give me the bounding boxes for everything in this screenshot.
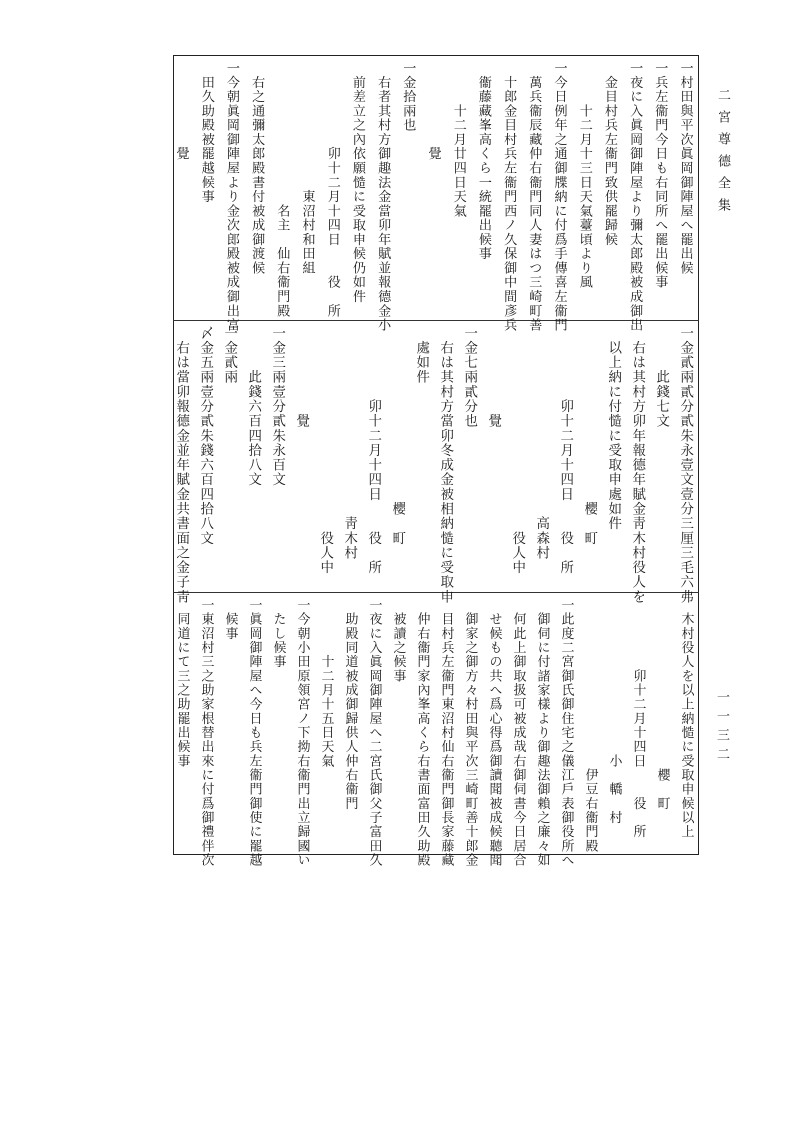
text-column: 一金三兩壹分貳朱永百文 (269, 326, 285, 488)
text-column: 右者其村方御趣法金當卯年賦並報德金小 (375, 61, 391, 333)
text-column: 目村兵左衞門東沼村仙右衞門御長家藤藏 (438, 598, 454, 868)
text-column: 前差立之內依願慥に受取申候仍如件 (349, 61, 365, 304)
text-column: 覺 (173, 61, 189, 161)
text-column: 金目村兵左衞門致供罷歸候 (601, 61, 617, 247)
text-column: 覺 (425, 61, 441, 161)
text-column: 一金七兩貳分也 (461, 326, 477, 429)
middle-text-panel (173, 320, 699, 605)
text-column: 十二月十五日天氣 (318, 598, 334, 769)
text-column: 田久助殿被罷越候事 (198, 61, 214, 204)
text-column: 〆金五兩壹分貳朱錢六百四拾八文 (197, 326, 213, 546)
text-column: たし候事 (270, 598, 286, 669)
bottom-text-panel (173, 592, 699, 868)
text-column: 卯十二月十四日 役 所 (324, 61, 340, 319)
text-column: 一金貳兩 (221, 326, 237, 385)
text-column: 一金貳兩貳分貳朱永壹文壹分三厘三毛六弗 (677, 326, 693, 605)
top-text-panel (173, 55, 699, 333)
book-title: 二宮尊德全集 (715, 88, 730, 220)
text-column: 處如件 (413, 326, 429, 385)
text-column: 衞藤藏峯高くら一統罷出候事 (475, 61, 491, 261)
text-column: 一此度二宮御氏御住宅之儀江戶表御役所へ (558, 598, 574, 868)
text-column: 仲右衞門家內峯高くら右書面富田久助殿 (414, 598, 430, 868)
text-column: 候事 (222, 598, 238, 641)
text-column: 同道にて三之助罷出候事 (174, 598, 190, 769)
text-column: 右は其村方卯年報德年賦金靑木村役人を (629, 326, 645, 605)
text-column: 右は當卯報德金並年賦金共書面之金子靑 (173, 326, 189, 605)
text-column: 覺 (293, 326, 309, 429)
text-column: 一村田與平次眞岡御陣屋へ罷出候 (677, 61, 693, 276)
text-column: 櫻 町 (389, 326, 405, 546)
text-column: 靑木村 (341, 326, 357, 561)
text-column: 一兵左衞門今日も右同所へ罷出候事 (652, 61, 668, 290)
text-column: 覺 (485, 326, 501, 429)
text-column: 小 轎 村 (606, 598, 622, 825)
text-column: 卯十二月十四日 役 所 (557, 326, 573, 575)
text-column: 一夜に入眞岡御陣屋へ二宮氏御父子富田久 (366, 598, 382, 868)
text-column: 櫻 町 (654, 598, 670, 811)
text-column: 十二月十三日天氣薹頃より風 (576, 61, 592, 290)
text-column: 一今朝小田原領宮ノ下拗右衞門出立歸國い (294, 598, 310, 868)
text-column: 此錢七文 (653, 326, 669, 429)
text-column: 東沼村和田組 (299, 61, 315, 276)
text-column: 高森村 (533, 326, 549, 561)
text-column: 一夜に入眞岡御陣屋より彌太郎殿被成御出 (627, 61, 643, 333)
text-column: せ候もの共へ爲心得爲御讀聞被成候聽聞 (486, 598, 502, 868)
text-column: 右之通彌太郎殿書付被成御渡候 (249, 61, 265, 276)
text-column: 木村役人を以上納慥に受取申候以上 (678, 598, 694, 839)
text-column: 一金拾兩也 (400, 61, 416, 133)
text-column: 役人中 (317, 326, 333, 575)
text-column: 卯十二月十四日 役 所 (630, 598, 646, 839)
text-column: 萬兵衞辰藏仲右衞門同人妻はつ三崎町善 (526, 61, 542, 333)
text-column: 此錢六百四拾八文 (245, 326, 261, 488)
text-column: 一今日例年之通御牒納に付爲手傳喜左衞門 (551, 61, 567, 333)
text-column: 何此上御取扱可被成哉右御伺書今日居合 (510, 598, 526, 868)
text-column: 役人中 (509, 326, 525, 575)
text-column: 一東沼村三之助家根替出來に付爲御禮伴次 (198, 598, 214, 868)
text-column: 被讀之候事 (390, 598, 406, 684)
text-column: 名主 仙右衞門殿 (274, 61, 290, 319)
text-column: 右は其村方當卯冬成金被相納慥に受取申 (437, 326, 453, 605)
text-column: 御伺に付諸家樣より御趣法御賴之廉々如 (534, 598, 550, 868)
text-column: 以上納に付慥に受取申處如件 (605, 326, 621, 531)
text-column: 卯十二月十四日 役 所 (365, 326, 381, 575)
text-column: 御家之御方々村田與平次三崎町善十郎金 (462, 598, 478, 868)
text-column: 十二月廿四日天氣 (450, 61, 466, 219)
text-column: 助殿同道被成御歸供人仲右衞門 (342, 598, 358, 811)
page-number: 一一三二 (714, 690, 729, 766)
text-column: 一眞岡御陣屋へ今日も兵左衞門御使に罷越 (246, 598, 262, 868)
text-column: 十郎金目村兵左衞門西ノ久保御中間彥兵 (501, 61, 517, 333)
text-column: 櫻 町 (581, 326, 597, 546)
text-column: 伊豆右衞門殿 (582, 598, 598, 854)
text-column: 一今朝眞岡御陣屋より金次郎殿被成御出富 (223, 61, 239, 333)
